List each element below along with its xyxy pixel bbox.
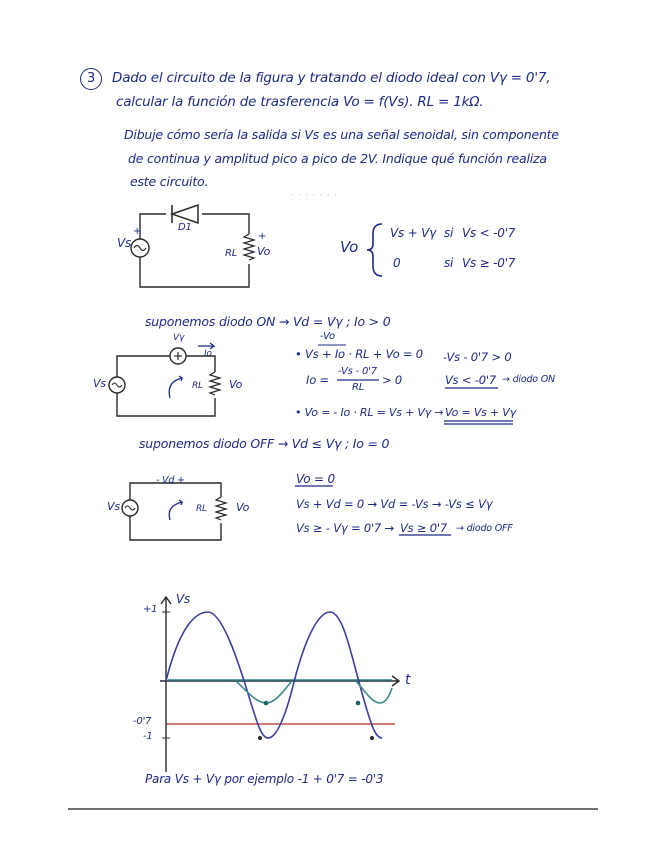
loop-arrow-icon [169,376,182,398]
output-curve [236,681,392,703]
on-io-num: -Vs - 0'7 [338,366,377,377]
case-on-title: suponemos diodo ON → Vd = Vγ ; Io > 0 [145,314,391,329]
problem-line-3: Dibuje cómo sería la salida si Vs es una señal senoidal, sin componente [124,127,559,142]
resistor-rl-off-icon [216,497,226,523]
on-vgamma-label: Vγ [173,333,185,343]
piecewise-case2-cond: Vs ≥ -0'7 [462,256,516,270]
problem-line-5: este circuito. [130,174,209,189]
vgamma-source-icon [170,348,186,364]
piecewise-case1-cond: Vs < -0'7 [462,226,516,240]
on-io-gt: > 0 [382,373,403,387]
on-cond1: -Vs - 0'7 > 0 [443,350,512,364]
c1-plus: + [133,226,142,237]
off-eq1: Vs + Vd = 0 → Vd = -Vs → -Vs ≤ Vγ [296,497,493,511]
footer-note: Para Vs + Vγ por ejemplo -1 + 0'7 = -0'3 [145,772,384,786]
on-kvl-over: -Vo [320,331,335,342]
piecewise-lhs: Vo [340,238,359,256]
piecewise-case1-si: si [444,226,454,240]
piecewise-brace [367,224,382,276]
off-vd-label: - Vd + [156,475,185,486]
bleed-through: · · · · · · · [290,188,337,202]
on-cond2: Vs < -0'7 [445,373,496,387]
resistor-rl-on-icon [210,372,220,398]
problem-line-4: de continua y amplitud pico a pico de 2V. Indique qué función realiza [128,151,547,166]
off-vo-label: Vo [236,501,250,514]
problem-number: 3 [80,68,102,90]
off-rl-label: RL [196,504,207,514]
loop-arrow-off-icon [169,500,182,520]
problem-line-2: calcular la función de trasferencia Vo = f(Vs). RL = 1kΩ. [116,94,484,110]
on-vo-eq: • Vo = - Io · RL = Vs + Vγ → [295,406,444,419]
graph-y-label: Vs [176,592,191,606]
circuit-off-wires [130,483,221,540]
c1-d1-label: D1 [178,222,192,233]
on-vo-label: Vo [229,378,243,391]
on-io-lhs: Io = [306,373,329,387]
source-vs-on-icon [109,377,125,393]
piecewise-case2-si: si [444,256,454,270]
off-eq0: Vo = 0 [296,472,335,486]
on-io-label: Io [204,349,212,359]
off-eq2: Vs ≥ - Vγ = 0'7 → [296,521,394,535]
diode-d1-icon [166,205,202,223]
piecewise-case1-expr: Vs + Vγ [390,226,437,240]
piecewise-case2-expr: 0 [393,256,401,270]
problem-line-1: Dado el circuito de la figura y tratando el diodo ideal con Vγ = 0'7, [112,70,551,86]
on-kvl: • Vs + Io · RL + Vo = 0 [295,347,423,361]
c1-vs-label: Vs [117,236,132,250]
source-vs-icon [131,239,149,257]
off-vs-label: Vs [107,500,120,513]
graph-tick-neg1: -1 [143,731,153,742]
off-eq2-result: Vs ≥ 0'7 [400,521,447,535]
graph [160,597,399,772]
on-vs-label: Vs [93,377,106,390]
graph-tick-pos: +1 [143,604,158,615]
on-vo-result: Vo = Vs + Vγ [445,406,516,419]
c1-rl-label: RL [225,248,238,259]
case-off-title: suponemos diodo OFF → Vd ≤ Vγ ; Io = 0 [139,436,390,451]
c1-vo-label: Vo [257,245,271,258]
source-vs-off-icon [122,500,138,516]
off-eq2-tail: → diodo OFF [456,523,513,534]
graph-tick-neg07: -0'7 [133,716,152,727]
c1-vo-minus: - [249,244,253,257]
on-rl-label: RL [192,381,203,391]
on-io-den: RL [352,382,365,393]
c1-vo-plus: + [258,231,267,242]
graph-x-label: t [405,672,411,688]
on-cond2-result: → diodo ON [502,374,555,385]
input-sine-curve [166,612,382,738]
